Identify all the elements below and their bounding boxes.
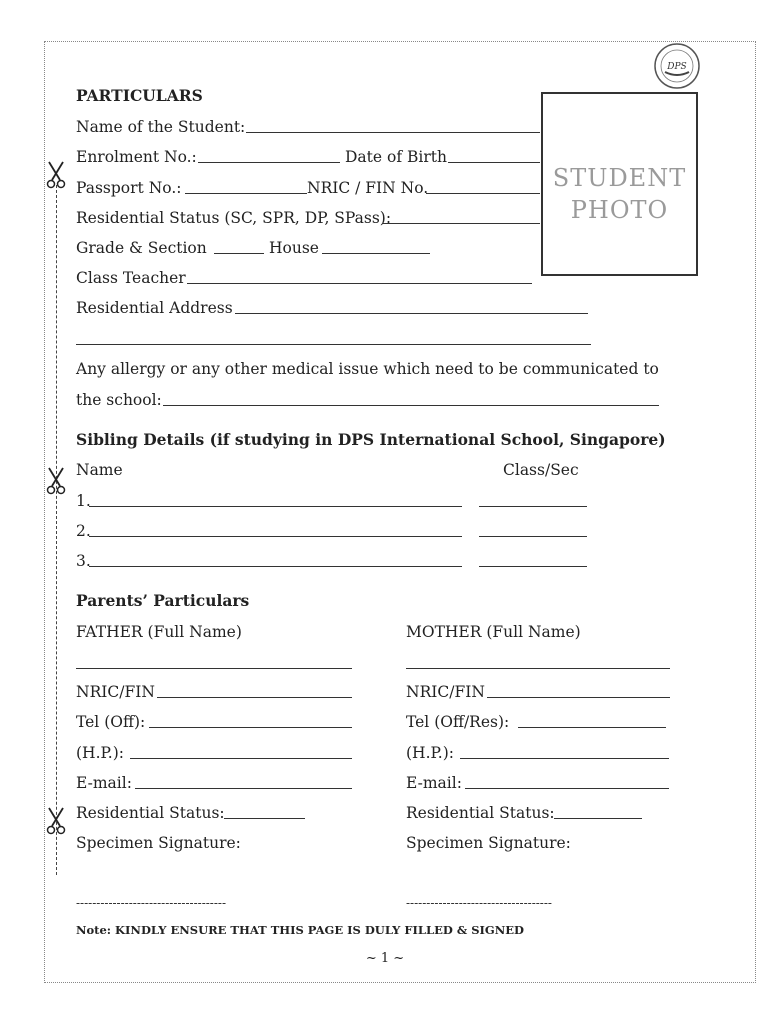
mother-nric-field[interactable] [487, 697, 670, 698]
mother-hp-label: (H.P.): [406, 744, 454, 762]
section-title-particulars: PARTICULARS [76, 86, 203, 105]
label-enrolment-no: Enrolment No.: [76, 148, 197, 166]
footer-note: Note: KINDLY ENSURE THAT THIS PAGE IS DULY FILLED & SIGNED [76, 923, 524, 937]
label-student-name: Name of the Student: [76, 118, 246, 136]
label-passport-no: Passport No.: [76, 179, 182, 197]
section-title-siblings: Sibling Details (if studying in DPS International School, Singapore) [76, 430, 666, 449]
mother-tel-field[interactable] [518, 727, 666, 728]
sibling-3-class-field[interactable] [479, 566, 587, 567]
label-grade-section: Grade & Section [76, 239, 207, 257]
sibling-row-number: 3. [76, 552, 91, 570]
mother-name-field[interactable] [406, 668, 670, 669]
father-tel-label: Tel (Off): [76, 713, 146, 731]
father-email-label: E-mail: [76, 774, 132, 792]
sibling-class-header: Class/Sec [503, 461, 579, 479]
father-hp-field[interactable] [130, 758, 352, 759]
sibling-row-number: 2. [76, 522, 91, 540]
mother-tel-label: Tel (Off/Res): [406, 713, 510, 731]
label-date-of-birth: Date of Birth [345, 148, 447, 166]
label-residential-address: Residential Address [76, 299, 233, 317]
mother-email-label: E-mail: [406, 774, 462, 792]
page-number: ~ 1 ~ [365, 951, 405, 966]
mother-status-field[interactable] [554, 818, 642, 819]
mother-status-label: Residential Status: [406, 804, 555, 822]
sibling-row-number: 1. [76, 492, 91, 510]
class-teacher-field[interactable] [187, 283, 532, 284]
grade-section-field[interactable] [214, 253, 264, 254]
father-hp-label: (H.P.): [76, 744, 124, 762]
label-house: House [269, 239, 319, 257]
svg-text:DPS: DPS [667, 62, 687, 72]
label-class-teacher: Class Teacher [76, 269, 186, 287]
mother-signature-label: Specimen Signature: [406, 834, 571, 852]
sibling-name-header: Name [76, 461, 123, 479]
passport-no-field[interactable] [185, 193, 307, 194]
cut-line [56, 185, 57, 875]
mother-hp-field[interactable] [460, 758, 669, 759]
father-name-field[interactable] [76, 668, 352, 669]
sibling-3-name-field[interactable] [89, 566, 462, 567]
father-signature-label: Specimen Signature: [76, 834, 241, 852]
father-name-label: FATHER (Full Name) [76, 623, 242, 641]
label-residential-status: Residential Status (SC, SPR, DP, SPass): [76, 209, 392, 227]
student-photo-box[interactable] [541, 92, 698, 276]
photo-label-line1: STUDENT [552, 164, 687, 192]
scissors-icon [45, 160, 67, 190]
sibling-1-name-field[interactable] [89, 506, 462, 507]
scissors-icon [45, 466, 67, 496]
enrolment-no-field[interactable] [198, 162, 340, 163]
sibling-1-class-field[interactable] [479, 506, 587, 507]
sibling-2-name-field[interactable] [89, 536, 462, 537]
father-email-field[interactable] [135, 788, 352, 789]
father-status-field[interactable] [224, 818, 305, 819]
label-nric-fin: NRIC / FIN No. [307, 179, 429, 197]
photo-label-line2: PHOTO [570, 196, 669, 224]
father-status-label: Residential Status: [76, 804, 225, 822]
scissors-icon [45, 806, 67, 836]
school-logo-icon [653, 42, 701, 90]
residential-status-field[interactable] [383, 223, 540, 224]
medical-question-line1: Any allergy or any other medical issue which need to be communicated to [76, 360, 659, 378]
nric-fin-field[interactable] [426, 193, 540, 194]
mother-signature-line[interactable]: ------------------------------------ [406, 896, 552, 910]
student-name-field[interactable] [246, 132, 540, 133]
father-signature-line[interactable]: ------------------------------------- [76, 896, 227, 910]
mother-name-label: MOTHER (Full Name) [406, 623, 581, 641]
father-nric-label: NRIC/FIN [76, 683, 155, 701]
father-nric-field[interactable] [157, 697, 352, 698]
house-field[interactable] [322, 253, 430, 254]
section-title-parents: Parents’ Particulars [76, 591, 250, 610]
medical-question-line2: the school: [76, 391, 162, 409]
medical-issue-field[interactable] [163, 405, 659, 406]
date-of-birth-field[interactable] [448, 162, 540, 163]
sibling-2-class-field[interactable] [479, 536, 587, 537]
residential-address-field-line2[interactable] [76, 344, 591, 345]
father-tel-field[interactable] [149, 727, 352, 728]
residential-address-field[interactable] [235, 313, 588, 314]
mother-nric-label: NRIC/FIN [406, 683, 485, 701]
mother-email-field[interactable] [465, 788, 669, 789]
